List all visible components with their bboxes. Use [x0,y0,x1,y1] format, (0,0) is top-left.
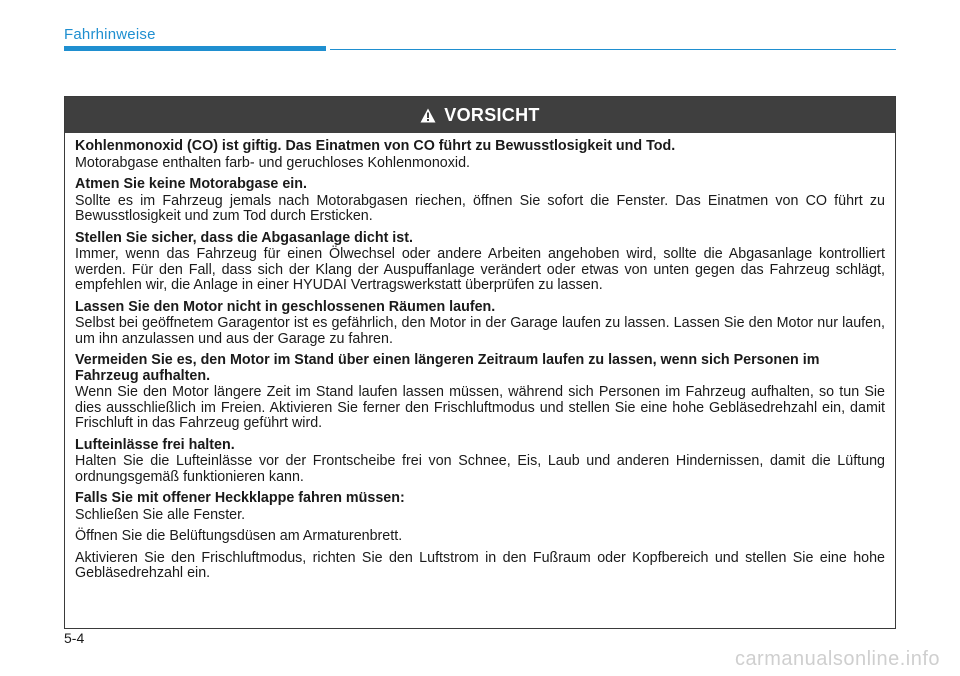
block-paragraph: Immer, wenn das Fahrzeug für einen Ölwechsel oder andere Arbeiten angehoben wird, sollte die Abgasanlage kontrolliert werden. Für den Fall, dass sich der Klang der Auspuffanlage verändert oder etwas von unten gegen das Fahrzeug schlägt, empfehlen wir, die Anlage in einer HYUDAI Vertragswerkstatt überprüfen zu lassen. [75,246,885,293]
block-heading: Stellen Sie sicher, dass die Abgasanlage dicht ist. [75,229,413,246]
caution-title: VORSICHT [444,104,540,125]
caution-block [75,353,885,432]
block-heading: Kohlenmonoxid (CO) ist giftig. Das Einatmen von CO führt zu Bewusstlosigkeit und Tod. [75,138,676,154]
block-heading: Falls Sie mit offener Heckklappe fahren müssen: [75,490,405,506]
section-rule-thick [64,46,326,51]
block-text [75,194,885,225]
caution-block [75,231,885,294]
watermark: carmanualsonline.info [734,648,940,670]
page-number: 5-4 [64,630,85,646]
block-text [75,385,885,432]
block-paragraph: Wenn Sie den Motor längere Zeit im Stand laufen lassen müssen, während sich Personen im Fahrzeug aufhalten, so tun Sie dies ausschließlich im Freien. Aktivieren Sie ferner den Frischluftmodus und stellen Sie eine hohe Gebläsedrehzahl ein, damit Frischluft in das Fahrzeug geführt wird. [75,384,885,431]
block-text [75,454,885,485]
block-text [75,247,885,294]
block-heading: Lassen Sie den Motor nicht in geschlossenen Räumen laufen. [75,298,496,315]
caution-block [75,491,885,582]
caution-block [75,300,885,348]
caution-header [65,97,895,133]
block-paragraph: Schließen Sie alle Fenster. [75,506,246,523]
block-text [75,156,885,172]
block-paragraph: Selbst bei geöffnetem Garagentor ist es gefährlich, den Motor in der Garage laufen zu lassen. Lassen Sie den Motor nur laufen, um ihn anzulassen und aus der Garage zu fahren. [75,315,885,347]
block-text [75,508,885,582]
block-paragraph: Öffnen Sie die Belüftungsdüsen am Armaturenbrett. [75,528,403,544]
caution-block [75,139,885,171]
block-paragraph: Sollte es im Fahrzeug jemals nach Motorabgasen riechen, öffnen Sie sofort die Fenster. Das Einatmen von CO führt zu Bewusstlosigkeit und zum Tod durch Ersticken. [75,192,885,224]
block-heading: Atmen Sie keine Motorabgase ein. [75,176,307,192]
caution-body [65,133,895,582]
block-paragraph: Aktivieren Sie den Frischluftmodus, richten Sie den Luftstrom in den Fußraum oder Kopfbereich und stellen Sie eine hohe Gebläsedrehzahl ein. [75,549,885,581]
block-text [75,316,885,347]
caution-box [64,96,896,629]
section-rule-thin [330,49,896,50]
block-heading: Lufteinlässe frei halten. [75,436,235,453]
block-paragraph: Halten Sie die Lufteinlässe vor der Frontscheibe frei von Schnee, Eis, Laub und anderen Hindernissen, damit die Lüftung ordnungsgemäß funktionieren kann. [75,453,885,485]
block-heading: Vermeiden Sie es, den Motor im Stand über einen längeren Zeitraum laufen zu lassen, wenn sich Personen im Fahrzeug aufhalten. [75,352,820,384]
caution-block [75,438,885,486]
caution-block [75,177,885,225]
section-header: Fahrhinweise [64,26,156,43]
warning-triangle-icon [420,108,436,123]
block-paragraph: Motorabgase enthalten farb- und geruchloses Kohlenmonoxid. [75,154,471,171]
